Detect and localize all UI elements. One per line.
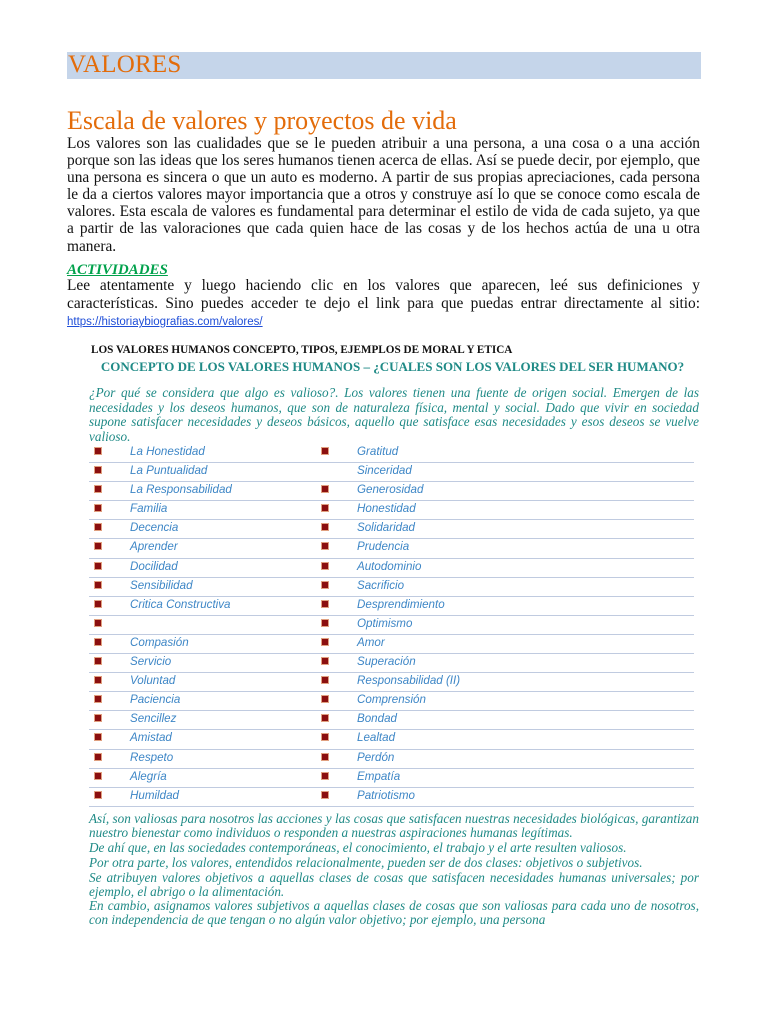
bullet-icon (321, 619, 329, 627)
value-row (89, 788, 694, 807)
value-link-right[interactable]: Honestidad (357, 502, 416, 516)
closing-paragraph: Por otra parte, los valores, entendidos relacionalmente, pueden ser de dos clases: objetivos o subjetivos. (89, 854, 643, 870)
value-link-left[interactable]: Servicio (130, 655, 172, 669)
value-link-right[interactable]: Sinceridad (357, 464, 412, 478)
bullet-icon (321, 772, 329, 780)
value-link-left[interactable]: Amistad (130, 731, 172, 745)
closing-paragraph: En cambio, asignamos valores subjetivos a aquellas clases de cosas que son valiosas para cada uno de nosotros, con independencia de que tengan o no algún valor objetivo; por ejemplo, una persona (89, 898, 699, 928)
value-link-right[interactable]: Optimismo (357, 616, 413, 630)
bullet-icon (321, 695, 329, 703)
value-link-right[interactable]: Responsabilidad (II) (357, 674, 461, 688)
values-table (89, 444, 694, 807)
value-link-right[interactable]: Generosidad (357, 483, 424, 497)
value-row (89, 539, 694, 558)
intro-paragraph: Los valores son las cualidades que se le pueden atribuir a una persona, a una cosa o a una acción porque son las ideas que los seres humanos tienen acerca de ellas. Así se puede decir, por ejemplo, que una persona es sincera o que un auto es moderno. A partir de sus propias apreciaciones, cada persona le da a ciertos valores mayor importancia que a otros y construye así lo que se conoce como escala de valores. Esta escala de valores es fundamental para determinar el estilo de vida de cada sujeto, ya que a partir de las valoraciones que cada quien hace de las cosas y de los hechos actúa de una u otra manera. (67, 135, 700, 255)
value-link-right[interactable]: Desprendimiento (357, 597, 445, 611)
value-link-left[interactable]: La Responsabilidad (130, 483, 232, 497)
bullet-icon (94, 542, 102, 550)
value-link-right[interactable]: Solidaridad (357, 521, 416, 535)
bullet-icon (321, 600, 329, 608)
bullet-icon (321, 676, 329, 684)
values-caption: LOS VALORES HUMANOS CONCEPTO, TIPOS, EJEMPLOS DE MORAL Y ETICA (91, 344, 513, 356)
value-link-left[interactable]: Respeto (130, 750, 174, 764)
value-link-left[interactable]: Compasión (130, 635, 189, 649)
bullet-icon (94, 733, 102, 741)
value-row (89, 730, 694, 749)
value-row (89, 711, 694, 730)
value-row (89, 520, 694, 539)
bullet-icon (321, 485, 329, 493)
value-link-right[interactable]: Amor (357, 635, 385, 649)
value-link-left[interactable]: Humildad (130, 788, 179, 802)
value-row (89, 769, 694, 788)
definition-paragraph: ¿Por qué se considera que algo es valioso?. Los valores tienen una fuente de origen social. Emergen de las necesidades y los deseos humanos, que son de naturaleza física, mental y social. Dado que vivir en sociedad supone satisfacer necesidades y deseos básicos, aquello que satisface esas necesidades y esos deseos se vuelve valioso. (89, 385, 699, 445)
bullet-icon (321, 733, 329, 741)
value-link-right[interactable]: Bondad (357, 712, 397, 726)
value-row (89, 463, 694, 482)
instructions-text: Lee atentamente y luego haciendo clic en los valores que aparecen, leé sus definiciones y características. Sino puedes acceder te dejo el link para que puedas entrar directamente al sitio: (67, 277, 700, 312)
value-link-left[interactable]: Alegría (130, 769, 167, 783)
activities-instructions (67, 277, 700, 332)
bullet-icon (321, 638, 329, 646)
closing-paragraph: De ahí que, en las sociedades contemporáneas, el conocimiento, el trabajo y el arte resulten valiosos. (89, 839, 627, 855)
bullet-icon (94, 619, 102, 627)
bullet-icon (321, 753, 329, 761)
bullet-icon (94, 695, 102, 703)
bullet-icon (94, 714, 102, 722)
bullet-icon (321, 504, 329, 512)
bullet-icon (321, 714, 329, 722)
value-link-right[interactable]: Superación (357, 655, 416, 669)
bullet-icon (94, 504, 102, 512)
value-link-right[interactable]: Prudencia (357, 540, 410, 554)
bullet-icon (94, 485, 102, 493)
value-link-left[interactable]: Paciencia (130, 693, 181, 707)
value-row (89, 444, 694, 463)
value-link-right[interactable]: Sacrificio (357, 578, 405, 592)
value-link-left[interactable]: Aprender (130, 540, 178, 554)
bullet-icon (94, 466, 102, 474)
section-heading: Escala de valores y proyectos de vida (67, 106, 457, 135)
bullet-icon (94, 772, 102, 780)
value-link-right[interactable]: Gratitud (357, 445, 399, 458)
bullet-icon (94, 562, 102, 570)
value-row (89, 559, 694, 578)
value-link-left[interactable]: Sensibilidad (130, 578, 193, 592)
historia-link[interactable]: https://historiaybiografias.com/valores/ (67, 316, 263, 329)
bullet-icon (94, 523, 102, 531)
bullet-icon (321, 447, 329, 455)
bullet-icon (94, 676, 102, 684)
closing-paragraph: Se atribuyen valores objetivos a aquellas clases de cosas que satisfacen necesidades humanas universales; por ejemplo, el abrigo o la alimentación. (89, 869, 699, 899)
bullet-icon (94, 753, 102, 761)
value-row (89, 578, 694, 597)
bullet-icon (321, 562, 329, 570)
value-row (89, 654, 694, 673)
value-link-right[interactable]: Autodominio (357, 559, 422, 573)
bullet-icon (321, 523, 329, 531)
value-link-right[interactable]: Patriotismo (357, 788, 415, 802)
value-link-left[interactable]: Decencia (130, 521, 179, 535)
bullet-icon (94, 638, 102, 646)
activities-heading: ACTIVIDADES (67, 262, 168, 278)
page-title: VALORES (68, 51, 182, 78)
value-link-right[interactable]: Comprensión (357, 693, 426, 707)
value-row (89, 673, 694, 692)
bullet-icon (321, 542, 329, 550)
bullet-icon (94, 600, 102, 608)
bullet-icon (321, 581, 329, 589)
bullet-icon (321, 791, 329, 799)
value-link-left[interactable]: La Honestidad (130, 445, 205, 458)
concept-heading: CONCEPTO DE LOS VALORES HUMANOS – ¿CUALES SON LOS VALORES DEL SER HUMANO? (100, 359, 685, 374)
bullet-icon (321, 657, 329, 665)
value-row (89, 616, 694, 635)
value-link-right[interactable]: Empatía (357, 769, 401, 783)
value-link-left[interactable]: La Puntualidad (130, 464, 208, 478)
value-link-left[interactable]: Familia (130, 502, 168, 516)
value-row (89, 597, 694, 616)
closing-paragraph: Así, son valiosas para nosotros las acciones y las cosas que satisfacen nuestras necesidades biológicas, garantizan nuestro bienestar como individuos o responden a nuestras aspiraciones humanas legítimas. (89, 811, 699, 840)
value-link-left[interactable]: Voluntad (130, 674, 176, 688)
bullet-icon (94, 581, 102, 589)
value-link-right[interactable]: Lealtad (357, 731, 396, 745)
value-row (89, 750, 694, 769)
bullet-icon (94, 791, 102, 799)
value-row (89, 635, 694, 654)
value-link-left[interactable]: Docilidad (130, 559, 178, 573)
value-row (89, 501, 694, 520)
value-row (89, 692, 694, 711)
value-link-right[interactable]: Perdón (357, 750, 395, 764)
value-link-left[interactable]: Sencillez (130, 712, 177, 726)
bullet-icon (94, 447, 102, 455)
title-bar (67, 52, 701, 79)
closing-paragraphs (89, 812, 699, 928)
value-row (89, 482, 694, 501)
bullet-icon (94, 657, 102, 665)
value-link-left[interactable]: Critica Constructiva (130, 597, 231, 611)
